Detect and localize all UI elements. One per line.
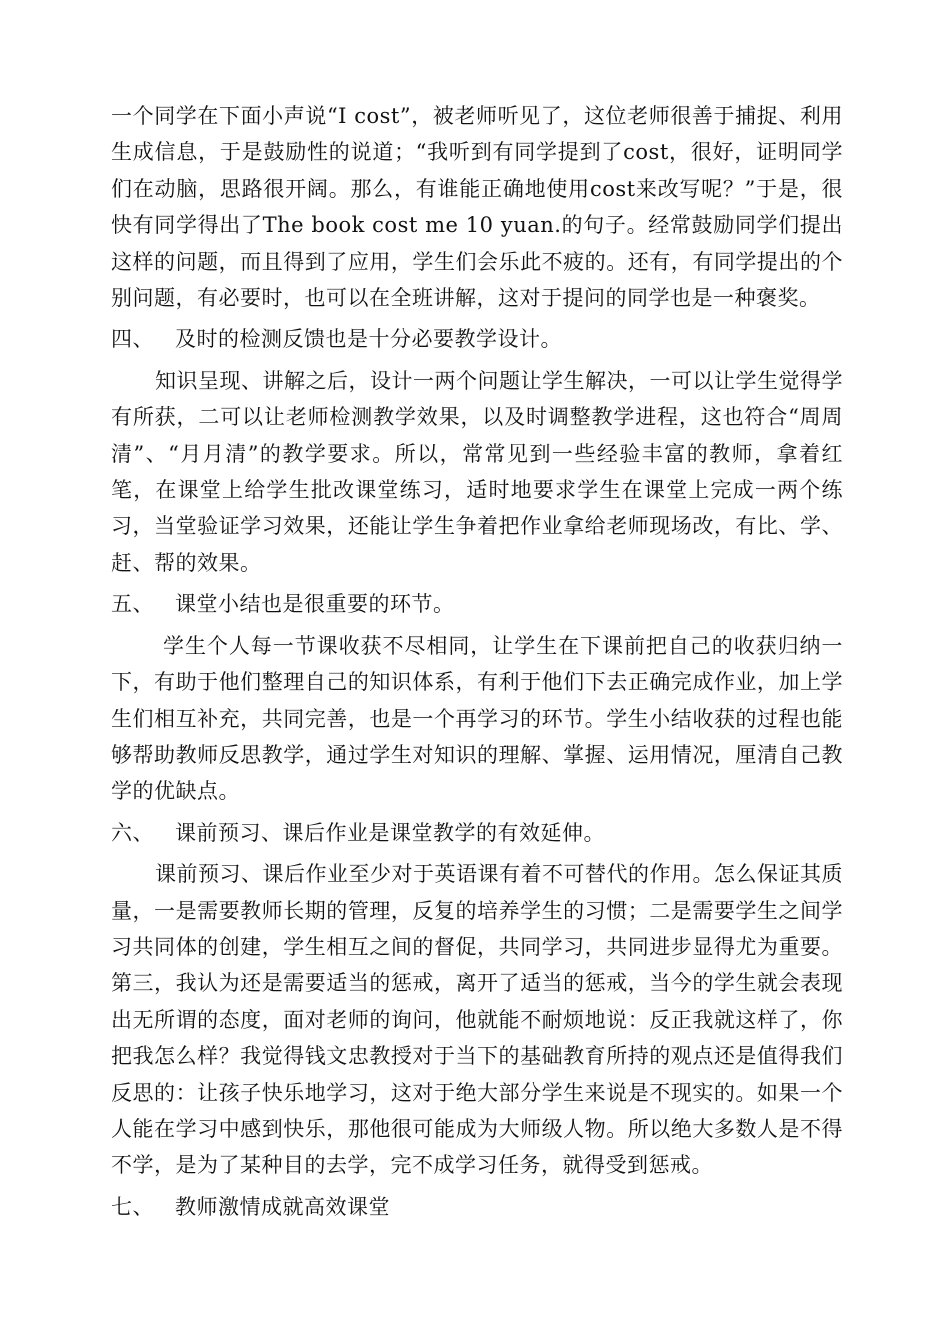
section-body-4: 知识呈现、讲解之后，设计一两个问题让学生解决，一可以让学生觉得学有所获，二可以让老师检测教学效果，以及时调整教学进程，这也符合“周周清”、“月月清”的教学要求。所以，常常见到一些经验丰富的教师，拿着红笔，在课堂上给学生批改课堂练习，适时地要求学生在课堂上完成一两个练习，当堂验证学习效果，还能让学生争着把作业拿给老师现场改，有比、学、赶、帮的效果。: [111, 368, 843, 575]
section-heading-6: [111, 815, 843, 851]
section-number: 四、: [111, 327, 154, 352]
section-body-6: 课前预习、课后作业至少对于英语课有着不可替代的作用。怎么保证其质量，一是需要教师长期的管理，反复的培养学生的习惯；二是需要学生之间学习共同体的创建，学生相互之间的督促，共同学习，共同进步显得尤为重要。第三，我认为还是需要适当的惩戒，离开了适当的惩戒，当今的学生就会表现出无所谓的态度，面对老师的询问，他就能不耐烦地说：反正我就这样了，你把我怎么样？我觉得钱文忠教授对于当下的基础教育所持的观点还是值得我们反思的：让孩子快乐地学习，这对于绝大部分学生来说是不现实的。如果一个人能在学习中感到快乐，那他很可能成为大师级人物。所以绝大多数人是不得不学，是为了某种目的去学，完不成学习任务，就得受到惩戒。: [111, 862, 843, 1178]
section-title: 教师激情成就高效课堂: [175, 1194, 390, 1219]
section-number: 五、: [111, 592, 154, 617]
section-body-5: 学生个人每一节课收获不尽相同，让学生在下课前把自己的收获归纳一下，有助于他们整理自己的知识体系，有利于他们下去正确完成作业，加上学生们相互补充，共同完善，也是一个再学习的环节。学生小结收获的过程也能够帮助教师反思教学，通过学生对知识的理解、掌握、运用情况，厘清自己教学的优缺点。: [111, 633, 843, 804]
section-number: 六、: [111, 820, 154, 845]
section-title: 课堂小结也是很重要的环节。: [175, 592, 455, 617]
document-body: [111, 98, 843, 1230]
section-heading-5: [111, 586, 843, 622]
section-heading-7: [111, 1189, 843, 1225]
intro-paragraph: 一个同学在下面小声说“I cost”，被老师听见了，这位老师很善于捕捉、利用生成信息，于是鼓励性的说道；“我听到有同学提到了cost，很好，证明同学们在动脑，思路很开阔。那么，有谁能正确地使用cost来改写呢？”于是，很快有同学得出了The book cost me 10 yuan.的句子。经常鼓励同学们提出这样的问题，而且得到了应用，学生们会乐此不疲的。还有，有同学提出的个别问题，有必要时，也可以在全班讲解，这对于提问的同学也是一种褒奖。: [111, 104, 843, 311]
section-title: 课前预习、课后作业是课堂教学的有效延伸。: [175, 820, 605, 845]
section-number: 七、: [111, 1194, 154, 1219]
section-heading-4: [111, 321, 843, 357]
section-title: 及时的检测反馈也是十分必要教学设计。: [175, 327, 562, 352]
